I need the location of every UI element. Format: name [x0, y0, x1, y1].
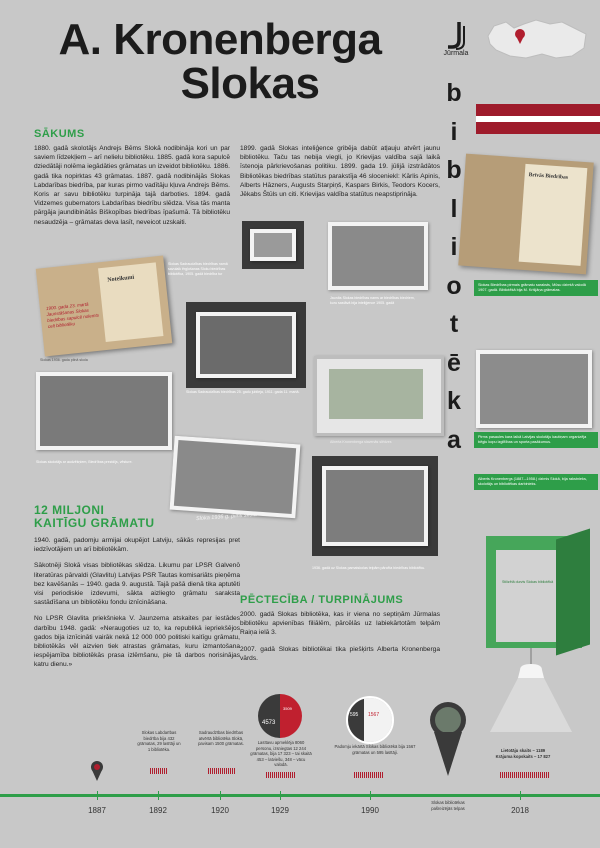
timeline-year: 2018: [511, 806, 529, 815]
caption-7: Slokas Biedrības pirmais grāmatu saraksts, Mūsu dzimtā valodā 1907. gadā. Bibliotēkā bija M. Krišjāņa grāmatas.: [474, 280, 598, 296]
timeline-note-library: Slokas bibliotēkas pašreizējās telpas: [431, 800, 465, 811]
twelve-heading-line-1: 12 MILJONI: [34, 503, 105, 517]
handwritten-note-1: 1900. gada 23. martā Jaunstāšanas Slokas biedrības sapulcē nolemts celt bibliotēku: [45, 301, 100, 329]
caption-11: Slokas 1936. gada pilnā skola: [40, 358, 88, 362]
timeline-tick: [158, 791, 159, 800]
photo-landscape: [329, 369, 423, 419]
timeline-note-1929: Lasītavu apmeklēja 8060 personu, izsniegtas 12 244 grāmatas, bija 17 323 – tai skaitā 453 – latviešu, 348 – vācu valodā.: [250, 740, 312, 768]
photo-frame-school: [312, 456, 438, 556]
timeline-bar-1920: [208, 768, 236, 774]
circle-1929-right: 3509: [283, 706, 292, 711]
lamp-icon: [476, 648, 586, 738]
timeline-bar-1990: [354, 772, 384, 778]
photo-frame-building: [242, 221, 304, 269]
section-heading-twelve: [34, 504, 155, 530]
book-title-right: Brīvās Biedrības: [528, 172, 569, 181]
title-line-2: Slokas: [180, 59, 320, 108]
timeline-note-1920: Sadraudzības biedrības atvērtā bibliotēka Slokā, pavisam 1500 grāmatas.: [198, 730, 244, 747]
door-illustration: [472, 528, 596, 654]
photo-group: [328, 222, 428, 290]
jurmala-logo-icon: [445, 20, 467, 50]
photo-building: [250, 229, 296, 261]
vertical-letter: b: [446, 79, 462, 107]
photo-book-right: [458, 154, 594, 275]
caption-3: Slokas Sadraudzības biedrības 25. gadu jubileja, 1911. gada 11. martā.: [186, 390, 300, 394]
photo-frame-landscape: [314, 356, 444, 436]
vertical-letter: ē: [447, 348, 461, 377]
timeline-year: 1920: [211, 806, 229, 815]
timeline-tick: [520, 791, 521, 800]
logo-label: Jūrmala: [443, 50, 469, 57]
vertical-word: [440, 74, 468, 459]
vertical-letter: l: [450, 194, 458, 223]
section-heading-successor: PĒCTECĪBA / TURPINĀJUMS: [240, 594, 404, 606]
vertical-letter: i: [450, 233, 458, 261]
photo-crowd: [170, 436, 301, 519]
timeline-note-1892: Slokas Labdarības biedrība bija 432 grāmatas, 29 lasītāji un 1 bibliotēka.: [137, 730, 181, 752]
caption-1: Slokas Sadraudzības biedrības namā savulaik ērgļošanas Sloku biedrības bibliotēka, 1905. gadā biedrība tur: [168, 262, 228, 276]
timeline-year: 1990: [361, 806, 379, 815]
timeline-bar-2018: [500, 772, 550, 778]
timeline-tick: [220, 791, 221, 800]
caption-8: Pirms pasaules kara laikā Latvijas skolotāju kautiņam organizēja bēgļu kopu izglītības un sporta pasākumus.: [474, 432, 598, 448]
timeline-year: 1892: [149, 806, 167, 815]
caption-4: Slokas skolotājs ar audzēkņiem, Biedrības prezidijs, vēsture.: [36, 460, 133, 464]
twelve-paragraph-3: No LPSR Glavlita priekšnieka V. Jaunzema atskaites par iestādes darbību 1948. gadā: «Neraugoties uz to, ka republikā iepriekšējos gados bija iznīcināti vairāk nekā 12 000 000 politiski kaitīgu grāmatu, bibliotēkās vēl aizvien tiek atrastas grāmatas, kuru izmantošana iespējamība bibliotēkās prasa izlēmšanu, pie tā darbos norisinājas katru dienu.»: [34, 615, 240, 669]
circle-1990-left: 595: [350, 712, 359, 718]
timeline-bar-1892: [150, 768, 168, 774]
successor-text: [240, 610, 440, 670]
book-title-left: Noteikumi: [107, 274, 135, 284]
latvia-map-icon: [484, 14, 594, 64]
circle-1929-left: 4573: [262, 720, 276, 726]
latvian-flag: [476, 104, 600, 134]
twelve-text: [34, 536, 240, 677]
location-pin-icon: [428, 698, 468, 778]
handwritten-note-2: Sloka 1936 g. pilns skola: [195, 511, 257, 523]
successor-paragraph-1: 2000. gadā Slokas bibliotēka, kas ir viena no septiņām Jūrmalas bibliotēku apvienības filiālēm, pārcēlās uz labiekārtotām telpām Raiņa ielā 3.: [240, 611, 440, 637]
vertical-letter: a: [447, 425, 461, 454]
caption-9: Alberts Kronenbergs (1887.–1958.) dzimis Slokā, bija rakstnieks, skolotājs un bibliotēkas darbinieks.: [474, 474, 598, 490]
vertical-letter: k: [447, 387, 461, 415]
timeline-year: 1887: [88, 806, 106, 815]
photo-soldiers: [476, 350, 592, 428]
twelve-paragraph-1: 1940. gadā, padomju armijai okupējot Latviju, sākās represijas pret iedzīvotājiem un arī bibliotēkām.: [34, 537, 240, 554]
timeline-note-2018: Lietotāju skaits – 1189 Krājuma kopskaits – 17 827: [495, 748, 551, 759]
timeline-year: 1929: [271, 806, 289, 815]
twelve-paragraph-2: Sākotnēji Slokā visas bibliotēkas slēdza. Likumu par LPSR Galvenō literatūras pārvaldi (Glavlitu) Latvijas PSR Tautas komisariāts pieņēma bez kavēšanās – 1940. gada 9. augustā. Tajā pašā dienā tika aptutēti visi periodiskie izdevumi, sākta aizliegto grāmatu saraksta sastādīšana un bibliotēku fondu iznīcināšana.: [34, 562, 240, 607]
caption-10: Stilizētā durvis Slokas bibliotēkā: [502, 580, 554, 584]
vertical-letter: i: [450, 117, 458, 146]
circle-1990-right: 1567: [368, 712, 380, 718]
caption-2: Jaunās Slokas biedrības nams ar biedrības biedriem, kuru sastāvā bija inteliģence 1905. gadā: [330, 296, 415, 305]
photo-old-document: [36, 256, 172, 357]
start-paragraph-1: 1880. gadā skolotājs Andrejs Bēms Slokā nodibināja kori un par saviem līdzekļiem – arī nelielu bibliotēku. 1885. gadā kora sapulcē dziedātāji nolēma iegādāties grāmatas un izveidot bibliotēku. 1886. gadā tika nopirktas 43 grāmatas. 1887. gadā nodibinājās Slokas Labdarības biedrība, par kuras pirmo vadītāju kļuva Andrejs Bēms. Koris ar savu bibliotēku turpināja tajā darboties. 1894. gadā Vidzemes gubernators Labdarības biedrību slēdza. Visa tās manta pārgāja jaundibinātās Biškopības biedrības īpašumā. Tā bibliotēku nesaudzēja – grāmatas deva lasīt, neveicot uzskaiti.: [34, 145, 230, 226]
timeline-tick: [370, 791, 371, 800]
caption-6: 1936. gadā uz Slokas pamatskolas telpām pārcēla biedrības bibliotēku.: [312, 566, 426, 570]
circle-1929: [258, 694, 302, 738]
section-heading-start: SĀKUMS: [34, 128, 85, 140]
timeline-line: [0, 794, 600, 797]
vertical-letter: o: [446, 271, 462, 300]
twelve-heading-line-2: KAITĪGU GRĀMATU: [34, 516, 155, 530]
photo-big-group: [196, 312, 296, 378]
timeline-bar-1929: [266, 772, 296, 778]
photo-school: [322, 466, 428, 546]
timeline-note-1990: Padomju iekārtā Slokas bibliotēkā bija 1567 grāmatas un 595 lasītāji.: [334, 744, 416, 755]
vertical-letter: b: [446, 156, 462, 184]
vertical-letter: t: [449, 310, 459, 338]
circle-1990: [346, 696, 394, 744]
page-title: [0, 15, 440, 108]
photo-street: [36, 372, 172, 450]
start-paragraph-2: 1899. gadā Slokas inteliģence gribēja dabūt atļauju atvērt jaunu bibliotēku. Taču tas nebija viegli, jo Krievijas valdība sajā laikā īstenoja pārkrievošanas politiku. 1899. gada 19. jūlijā izstrādātos Bibliotēkas biedrības statūtus parakstīja 46 sloceniekI: Kārlis Apinis, Alberts Hāzners, Augusts Starpiņš, Kaspars Birkis, Teodors Kocers, Jēkabs Štūls un citi. Krievijas valdība statūtus neapstiprināja.: [240, 145, 440, 199]
caption-5: Alberta Kronenberga slavenās slēdzes: [330, 440, 392, 444]
photo-frame-big-group: [186, 302, 306, 388]
title-line-1: A. Kronenberga: [58, 15, 382, 64]
jurmala-logo: [440, 20, 472, 57]
start-pin-icon: [90, 760, 104, 782]
timeline-tick: [97, 791, 98, 800]
timeline-tick: [280, 791, 281, 800]
successor-paragraph-2: 2007. gadā Slokas bibliotēkai tika piešķirts Alberta Kronenberga vārds.: [240, 645, 440, 662]
